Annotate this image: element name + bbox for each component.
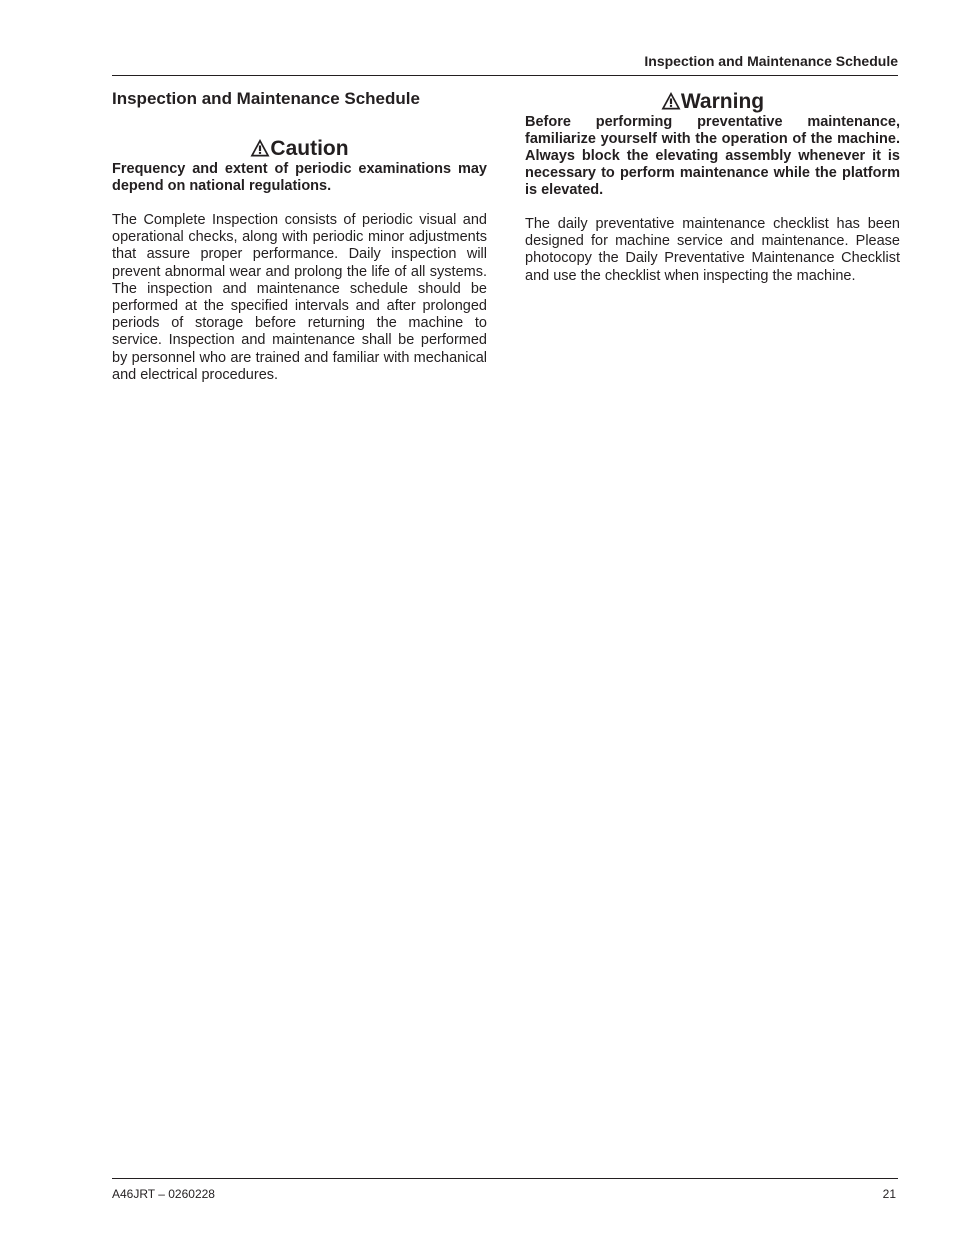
caution-label: Caution [270, 137, 349, 160]
left-column [112, 88, 487, 384]
right-column [525, 90, 900, 285]
warning-label: Warning [680, 90, 765, 113]
caution-text: Frequency and extent of periodic examinations may depend on national regulations. [112, 161, 487, 194]
warning-triangle-icon [250, 138, 270, 157]
warning-text: Before performing preventative maintenance, familiarize yourself with the operation of the machine. Always block the elevating assembly whenever it is necessary to perform maintenance while the platform is elevated. [525, 114, 900, 198]
document-id: A46JRT – 0260228 [112, 1187, 215, 1201]
checklist-body-paragraph: The daily preventative maintenance checklist has been designed for machine service and maintenance. Please photocopy the Daily Preventative Maintenance Checklist and use the checklist when inspecting the machine. [525, 216, 900, 284]
header-divider [112, 75, 898, 76]
warning-triangle-icon [661, 91, 681, 110]
inspection-body-paragraph: The Complete Inspection consists of periodic visual and operational checks, along with periodic minor adjustments that assure proper performance. Daily inspection will prevent abnormal wear and prolong the life of all systems. The inspection and maintenance schedule should be performed at the specified intervals and after prolonged periods of storage before returning the machine to service. Inspection and maintenance shall be performed by personnel who are trained and familiar with mechanical and electrical procedures. [112, 212, 487, 383]
warning-heading [525, 90, 900, 114]
section-title: Inspection and Maintenance Schedule [112, 89, 420, 108]
caution-heading [112, 137, 487, 161]
footer-divider [112, 1178, 898, 1179]
page-number: 21 [882, 1187, 896, 1201]
running-header-title: Inspection and Maintenance Schedule [644, 53, 898, 69]
